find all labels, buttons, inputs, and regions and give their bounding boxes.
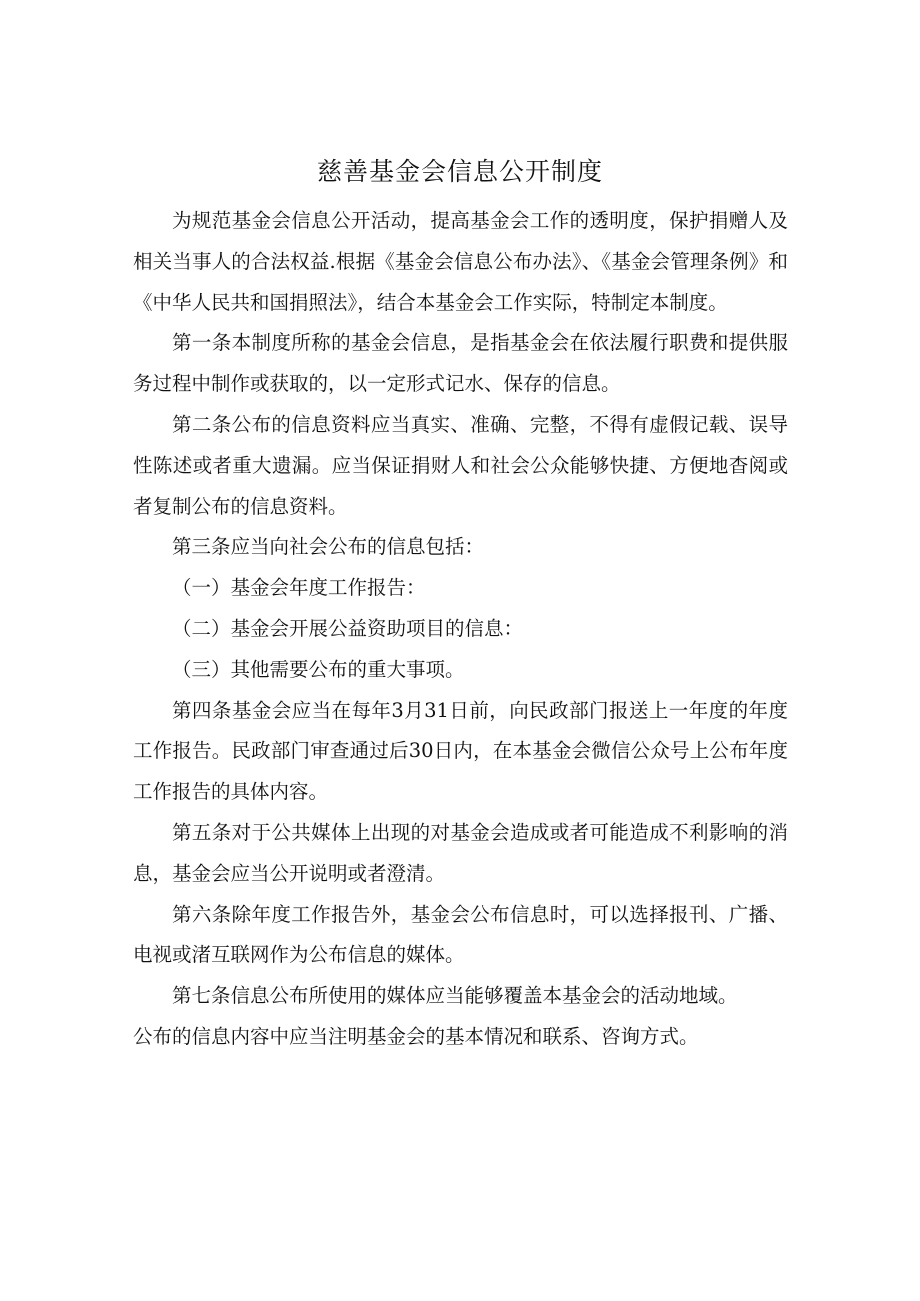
article-3-paragraph: 第三条应当向社会公布的信息包括： <box>172 535 485 559</box>
document-body <box>133 201 788 1058</box>
article-7-paragraph: 第七条信息公布所使用的媒体应当能够覆盖本基金会的活动地域。 <box>172 984 738 1008</box>
preamble-paragraph: 为规范基金会信息公开活动，提高基金会工作的透明度，保护捐赠人及相关当事人的合法权益.根据《基金会信息公布办法》、《基金会管理条例》和《中华人民共和国捐照法》，结合本基金会工作实际，特制定本制度。 <box>133 209 788 314</box>
article-6-paragraph: 第六条除年度工作报告外，基金会公布信息时，可以选择报刊、广播、电视或渚互联网作为公布信息的媒体。 <box>133 902 788 967</box>
article-7-continued: 公布的信息内容中应当注明基金会的基本情况和联系、咨询方式。 <box>133 1024 699 1048</box>
article-4-paragraph: 第四条基金会应当在每年3月31日前，向民政部门报送上一年度的年度工作报告。民政部门审查通过后30日内，在本基金会微信公众号上公布年度工作报告的具体内容。 <box>133 698 788 804</box>
article-2-paragraph: 第二条公布的信息资料应当真实、准确、完整，不得有虚假记载、误导性陈述或者重大遗漏。应当保证捐财人和社会公众能够快捷、方便地杳阅或者复制公布的信息资料。 <box>133 412 788 518</box>
article-3-item: （三）其他需要公布的重大事项。 <box>172 657 465 681</box>
article-3-item: （一）基金会年度工作报告： <box>172 576 426 600</box>
document-title: 慈善基金会信息公开制度 <box>316 157 603 186</box>
article-3-item: （二）基金会开展公益资助项目的信息： <box>172 616 524 640</box>
article-1-paragraph: 第一条本制度所称的基金会信息，是指基金会在依法履行职费和提供服务过程中制作或获取的，以一定形式记水、保存的信息。 <box>133 331 788 396</box>
article-5-paragraph: 第五条对于公共媒体上出现的对基金会造成或者可能造成不利影响的消息，基金会应当公开说明或者澄清。 <box>133 820 788 885</box>
